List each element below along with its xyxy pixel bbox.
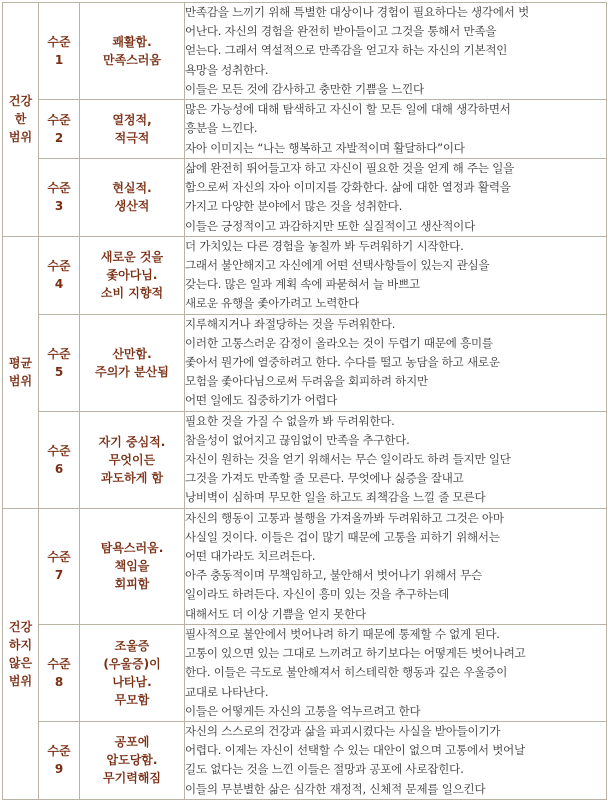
description-line: 이들의 무분별한 삶은 심각한 재정적, 신체적 문제를 일으킨다 — [185, 781, 486, 796]
level-value: 8 — [54, 674, 64, 689]
description-line: 필사적으로 불안에서 벗어나려 하기 때문에 통제할 수 없게 된다. — [185, 626, 500, 641]
level-value: 2 — [54, 131, 64, 146]
description-line: 이들은 긍정적이고 과감하지만 또한 실질적이고 생산적이다 — [185, 218, 475, 233]
description-line: 그래서 불안해지고 자신에게 어떤 선택사항들이 있는지 관심을 — [185, 258, 490, 273]
level-description — [185, 721, 607, 799]
description-line: 욕망을 성취한다. — [185, 62, 269, 77]
description-line: 더 가치있는 다른 경험을 놓칠까 봐 두려워하기 시작한다. — [185, 238, 464, 253]
description-line: 길도 없다는 것을 느낀 이들은 절망과 공포에 사로잡힌다. — [185, 762, 464, 777]
level-title-line: 책임을 — [114, 559, 150, 574]
level-title — [80, 159, 185, 237]
description-line: 한다. 이들은 극도로 불안해져서 히스테릭한 행동과 깊은 우울증이 — [185, 665, 508, 680]
level-value: 5 — [54, 364, 64, 379]
level-description — [185, 314, 607, 411]
level-label: 수준 — [47, 346, 71, 361]
group-label-line: 한 — [14, 112, 27, 127]
description-line: 사실일 것이다. 이들은 겁이 많기 때문에 고통을 피하기 위해서는 — [185, 529, 500, 544]
description-line: 자아 이미지는 “나는 행복하고 자발적이며 활달하다”이다 — [185, 140, 465, 155]
level-title-line: 압도당함. — [106, 753, 158, 768]
level-title — [80, 100, 185, 159]
description-line: 어떤 일에도 집중하기가 어렵다 — [185, 393, 338, 408]
level-row — [3, 236, 607, 314]
level-title-line: 생산적 — [114, 199, 150, 214]
description-line: 삶에 완전히 뛰어들고자 하고 자신이 필요한 것을 얻게 해 주는 일을 — [185, 161, 515, 176]
description-line: 어떤 대가라도 치르려든다. — [185, 549, 316, 564]
description-line: 어렵다. 이제는 자신이 선택할 수 있는 대안이 없으며 고통에서 벗어날 — [185, 743, 526, 758]
group-label-line: 하지 — [8, 637, 33, 652]
level-title-line: 과도하게 함 — [100, 470, 164, 485]
level-label: 수준 — [47, 656, 71, 671]
level-row — [3, 159, 607, 237]
level-row — [3, 3, 607, 100]
level-row — [3, 721, 607, 799]
level-label: 수준 — [47, 35, 71, 49]
level-number — [39, 721, 80, 799]
level-label: 수준 — [47, 181, 71, 196]
level-number — [39, 508, 80, 624]
level-title — [80, 3, 185, 100]
description-line: 만족감을 느끼기 위해 특별한 대상이나 경험이 필요하다는 생각에서 벗 — [185, 5, 530, 19]
level-title-line: 무모함 — [114, 692, 150, 707]
description-line: 교대로 나타난다. — [185, 684, 269, 699]
level-number — [39, 159, 80, 237]
level-row — [3, 624, 607, 721]
description-line: 모험을 좇아다님으로써 두려움을 회피하려 하지만 — [185, 374, 428, 389]
group-label-unhealthy — [3, 508, 39, 799]
description-line: 새로운 유행을 좇아가려고 노력한다 — [185, 296, 359, 311]
level-value: 4 — [54, 277, 64, 292]
levels-table — [2, 2, 607, 800]
group-label-line: 범위 — [8, 130, 33, 145]
level-title-line: 좇아다님. — [106, 268, 158, 283]
level-title-line: 적극적 — [114, 131, 150, 146]
level-value: 6 — [54, 461, 64, 476]
level-description — [185, 508, 607, 624]
level-title — [80, 411, 185, 508]
level-title — [80, 508, 185, 624]
level-title — [80, 721, 185, 799]
level-value: 9 — [54, 762, 64, 777]
description-line: 자신의 행동이 고통과 불행을 가져올까봐 두려워하고 그것은 아마 — [185, 510, 504, 525]
description-line: 어난다. 자신의 경험을 완전히 받아들이고 그것을 통해서 만족을 — [185, 24, 497, 39]
level-label: 수준 — [47, 113, 71, 128]
level-title-line: 나타남. — [112, 674, 152, 689]
group-label-line: 평균 — [8, 356, 33, 371]
level-description — [185, 159, 607, 237]
description-line: 자신이 원하는 것을 얻기 위해서는 무슨 일이라도 하려 들지만 일단 — [185, 452, 511, 467]
level-title-line: 공포에 — [114, 735, 150, 750]
group-label-healthy — [3, 3, 39, 237]
description-line: 참을성이 없어지고 끊임없이 만족을 추구한다. — [185, 432, 410, 447]
description-line: 낭비벽이 심하며 무모한 일을 하고도 죄책감을 느낄 줄 모른다 — [185, 490, 486, 505]
level-title-line: 무기력해짐 — [103, 771, 161, 786]
level-title-line: 열정적, — [112, 113, 152, 128]
level-value: 7 — [54, 568, 64, 583]
level-number — [39, 3, 80, 100]
level-value: 3 — [54, 199, 64, 214]
group-label-line: 않은 — [8, 655, 33, 670]
level-title — [80, 236, 185, 314]
level-title-line: 조울증 — [114, 638, 150, 653]
level-title-line: 무엇이든 — [108, 452, 156, 467]
description-line: 흥분을 느낀다. — [185, 121, 258, 136]
description-line: 이들은 어떻게든 자신의 고통을 억누르려고 한다 — [185, 703, 421, 718]
description-line: 고통이 있으면 있는 그대로 느끼려고 하기보다는 어떻게든 벗어나려고 — [185, 646, 526, 661]
group-label-line: 범위 — [8, 673, 33, 688]
level-number — [39, 100, 80, 159]
group-label-line: 건강 — [8, 94, 33, 109]
description-line: 자신의 스스로의 건강과 삶을 파괴시켰다는 사실을 받아들이기가 — [185, 724, 501, 738]
description-line: 지루해지거나 좌절당하는 것을 두려워한다. — [185, 316, 396, 331]
level-row — [3, 411, 607, 508]
description-line: 대해서도 더 이상 기쁨을 얻지 못한다 — [185, 606, 366, 621]
group-label-line: 범위 — [8, 374, 33, 389]
level-title-line: 탐욕스러움. — [100, 541, 164, 556]
level-value: 1 — [54, 53, 64, 67]
level-title-line: 현실적. — [112, 181, 152, 196]
group-label-line: 건강 — [8, 619, 33, 634]
group-label-average — [3, 236, 39, 508]
description-line: 필요한 것을 가질 수 없을까 봐 두려워한다. — [185, 413, 395, 428]
level-row — [3, 314, 607, 411]
level-title-line: 회피함 — [114, 577, 150, 592]
level-number — [39, 411, 80, 508]
level-title-line: 쾌활함. — [112, 35, 152, 49]
description-line: 이러한 고통스러운 감정이 올라오는 것이 두렵기 때문에 흥미를 — [185, 335, 493, 350]
level-description — [185, 3, 607, 100]
level-number — [39, 236, 80, 314]
description-line: 갖는다. 많은 일과 계획 속에 파묻혀서 늘 바쁘고 — [185, 277, 420, 292]
level-description — [185, 100, 607, 159]
level-title-line: 소비 지향적 — [100, 286, 164, 301]
description-line: 얻는다. 그래서 역설적으로 만족감을 얻고자 하는 자신의 기본적인 — [185, 43, 508, 58]
description-line: 많은 가능성에 대해 탐색하고 자신이 할 모든 일에 대해 생각하면서 — [185, 102, 511, 117]
level-description — [185, 624, 607, 721]
level-title — [80, 624, 185, 721]
level-label: 수준 — [47, 443, 71, 458]
level-row — [3, 508, 607, 624]
level-title-line: (우울증)이 — [103, 656, 161, 671]
level-title — [80, 314, 185, 411]
level-label: 수준 — [47, 550, 71, 565]
description-line: 그것을 가져도 만족할 줄 모른다. 무엇에나 싫증을 잘내고 — [185, 471, 464, 486]
level-number — [39, 314, 80, 411]
description-line: 가지고 다양한 분야에서 많은 것을 성취한다. — [185, 199, 403, 214]
level-label: 수준 — [47, 744, 71, 759]
description-line: 함으로써 자신의 자아 이미지를 강화한다. 삶에 대한 열정과 활력을 — [185, 180, 511, 195]
description-line: 좇아서 뭔가에 열중하려고 한다. 수다를 떨고 농담을 하고 새로운 — [185, 355, 500, 370]
level-description — [185, 236, 607, 314]
level-description — [185, 411, 607, 508]
level-number — [39, 624, 80, 721]
level-title-line: 주의가 분산됨 — [95, 364, 169, 379]
level-row — [3, 100, 607, 159]
level-title-line: 만족스러움 — [103, 53, 161, 67]
description-line: 이들은 모든 것에 감사하고 충만한 기쁨을 느낀다 — [185, 81, 424, 96]
description-line: 일이라도 하려든다. 자신이 흥미 있는 것을 추구하는데 — [185, 587, 450, 602]
level-title-line: 산만함. — [112, 346, 152, 361]
level-label: 수준 — [47, 259, 71, 274]
description-line: 아주 충동적이며 무책임하고, 불안해서 벗어나기 위해서 무슨 — [185, 568, 482, 583]
level-title-line: 자기 중심적. — [98, 434, 166, 449]
level-title-line: 새로운 것을 — [100, 250, 164, 265]
